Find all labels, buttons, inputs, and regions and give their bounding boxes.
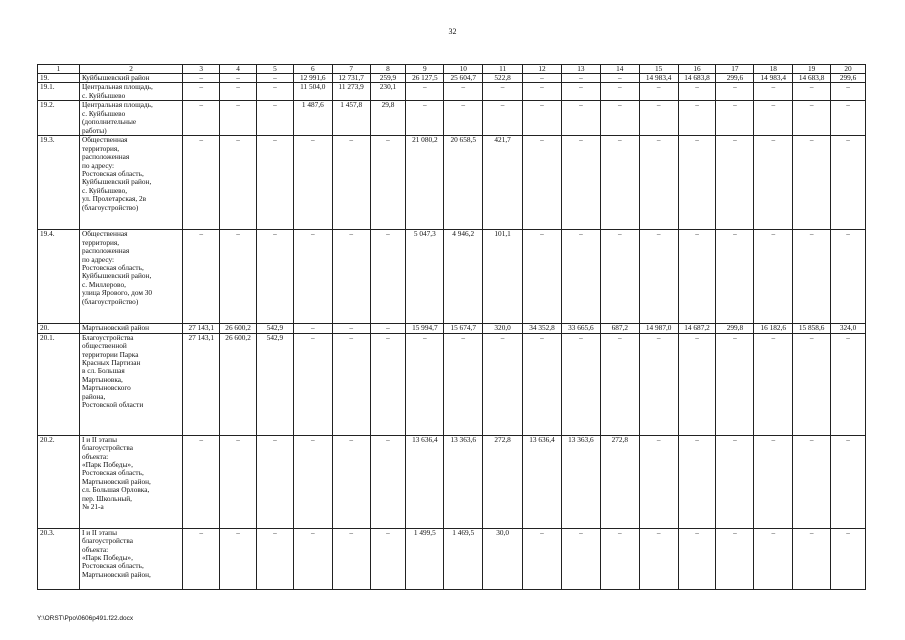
- table-cell: –: [561, 101, 600, 136]
- table-cell: –: [639, 136, 678, 230]
- table-cell: –: [293, 230, 332, 324]
- page-number: 32: [448, 27, 457, 36]
- table-cell: 1 487,6: [293, 101, 332, 136]
- row-number: 20.1.: [38, 333, 80, 435]
- table-cell: –: [754, 136, 793, 230]
- table-cell: 33 665,6: [561, 324, 600, 333]
- header-cell: 15: [639, 65, 678, 74]
- table-cell: –: [831, 435, 866, 528]
- header-cell: 13: [561, 65, 600, 74]
- row-number: 19.3.: [38, 136, 80, 230]
- footer-path: Y:\ORST\Ppo\0606p491.f22.docx: [37, 615, 134, 622]
- table-cell: –: [639, 101, 678, 136]
- table-cell: 1 469,5: [444, 528, 483, 589]
- table-cell: 272,8: [483, 435, 523, 528]
- table-cell: –: [406, 333, 444, 435]
- row-name: Общественная территория, расположенная по адресу: Ростовская область, Куйбышевский район, с. Куйбышево, ул. Пролетарская, 2в (благоустройство): [79, 136, 182, 230]
- table-cell: 12 991,6: [293, 74, 332, 83]
- table-cell: 13 636,4: [523, 435, 562, 528]
- table-cell: –: [220, 435, 257, 528]
- table-cell: –: [183, 136, 220, 230]
- row-name: Мартыновский район: [79, 324, 182, 333]
- table-cell: –: [831, 528, 866, 589]
- header-cell: 1: [38, 65, 80, 74]
- table-cell: 259,9: [370, 74, 406, 83]
- header-cell: 10: [444, 65, 483, 74]
- table-cell: 26 600,2: [220, 324, 257, 333]
- header-cell: 9: [406, 65, 444, 74]
- table-cell: –: [444, 333, 483, 435]
- table-cell: –: [370, 435, 406, 528]
- table-cell: –: [257, 435, 294, 528]
- table-cell: 14 683,8: [678, 74, 716, 83]
- table-cell: –: [639, 435, 678, 528]
- table-cell: –: [220, 83, 257, 101]
- table-cell: –: [257, 74, 294, 83]
- table-cell: 27 143,1: [183, 333, 220, 435]
- table-cell: –: [183, 528, 220, 589]
- row-number: 20.: [38, 324, 80, 333]
- row-name: Центральная площадь, с. Куйбышево (дополнительные работы): [79, 101, 182, 136]
- table-cell: 25 604,7: [444, 74, 483, 83]
- table-cell: 14 687,2: [678, 324, 716, 333]
- table-cell: –: [678, 435, 716, 528]
- table-cell: –: [600, 230, 639, 324]
- table-cell: –: [561, 528, 600, 589]
- table-cell: 324,0: [831, 324, 866, 333]
- table-cell: –: [257, 528, 294, 589]
- table-cell: –: [639, 83, 678, 101]
- table-cell: –: [793, 333, 831, 435]
- table-cell: –: [793, 230, 831, 324]
- header-cell: 16: [678, 65, 716, 74]
- table-cell: –: [370, 333, 406, 435]
- header-cell: 18: [754, 65, 793, 74]
- table-cell: –: [332, 230, 370, 324]
- table-cell: –: [483, 101, 523, 136]
- table-row: [38, 83, 866, 101]
- table-cell: –: [716, 136, 754, 230]
- table-cell: –: [293, 528, 332, 589]
- table-cell: –: [183, 101, 220, 136]
- table-cell: –: [406, 101, 444, 136]
- table-cell: –: [523, 528, 562, 589]
- table-cell: –: [183, 74, 220, 83]
- table-cell: 230,1: [370, 83, 406, 101]
- table-cell: –: [831, 333, 866, 435]
- row-number: 20.3.: [38, 528, 80, 589]
- table-cell: –: [831, 230, 866, 324]
- row-name: Центральная площадь, с. Куйбышево: [79, 83, 182, 101]
- table-cell: –: [332, 324, 370, 333]
- table-cell: 14 683,8: [793, 74, 831, 83]
- header-cell: 20: [831, 65, 866, 74]
- table-cell: –: [793, 83, 831, 101]
- table-row: [38, 528, 866, 589]
- table-row: [38, 324, 866, 333]
- table-row: [38, 230, 866, 324]
- table-cell: –: [406, 83, 444, 101]
- table-cell: –: [716, 333, 754, 435]
- header-cell: 3: [183, 65, 220, 74]
- table-cell: –: [220, 101, 257, 136]
- table-cell: 542,9: [257, 333, 294, 435]
- table-row: [38, 136, 866, 230]
- table-cell: –: [561, 230, 600, 324]
- row-number: 19.: [38, 74, 80, 83]
- table-cell: –: [257, 83, 294, 101]
- table-cell: 522,8: [483, 74, 523, 83]
- table-cell: 34 352,8: [523, 324, 562, 333]
- table-cell: 4 946,2: [444, 230, 483, 324]
- table-cell: –: [754, 435, 793, 528]
- table-cell: –: [257, 136, 294, 230]
- table-cell: –: [220, 230, 257, 324]
- table-cell: –: [332, 333, 370, 435]
- row-number: 19.4.: [38, 230, 80, 324]
- row-name: I и II этапы благоустройства объекта: «Парк Победы», Ростовская область, Мартыновский район,: [79, 528, 182, 589]
- table-cell: –: [831, 83, 866, 101]
- table-cell: 26 600,2: [220, 333, 257, 435]
- table-cell: –: [678, 333, 716, 435]
- table-cell: –: [370, 528, 406, 589]
- table-cell: 542,9: [257, 324, 294, 333]
- table-cell: –: [754, 101, 793, 136]
- table-row: [38, 435, 866, 528]
- table-cell: –: [370, 230, 406, 324]
- table-cell: 13 363,6: [444, 435, 483, 528]
- table-cell: –: [678, 528, 716, 589]
- table-cell: –: [831, 136, 866, 230]
- table-cell: –: [716, 101, 754, 136]
- header-cell: 17: [716, 65, 754, 74]
- table-cell: –: [220, 136, 257, 230]
- row-name: I и II этапы благоустройства объекта: «Парк Победы», Ростовская область, Мартыновский район, сл. Большая Орловка, пер. Школьный, № 21-а: [79, 435, 182, 528]
- table-cell: 16 182,6: [754, 324, 793, 333]
- table-cell: 27 143,1: [183, 324, 220, 333]
- row-name: Благоустройства общественной территории Парка Красных Партизан в сл. Большая Мартыновка, Мартыновского района, Ростовской области: [79, 333, 182, 435]
- header-cell: 8: [370, 65, 406, 74]
- table-cell: –: [220, 74, 257, 83]
- table-cell: –: [483, 83, 523, 101]
- table-cell: –: [716, 83, 754, 101]
- header-cell: 4: [220, 65, 257, 74]
- table-cell: –: [793, 136, 831, 230]
- table-cell: –: [523, 136, 562, 230]
- header-cell: 6: [293, 65, 332, 74]
- table-cell: –: [220, 528, 257, 589]
- table-cell: –: [523, 101, 562, 136]
- table-cell: –: [600, 333, 639, 435]
- table-cell: –: [678, 230, 716, 324]
- row-name: Куйбышевский район: [79, 74, 182, 83]
- table-cell: 299,6: [831, 74, 866, 83]
- table-cell: –: [754, 333, 793, 435]
- table-cell: 320,0: [483, 324, 523, 333]
- table-cell: –: [257, 101, 294, 136]
- table-cell: –: [754, 528, 793, 589]
- table-cell: –: [523, 74, 562, 83]
- header-cell: 7: [332, 65, 370, 74]
- table-cell: 13 636,4: [406, 435, 444, 528]
- table-cell: –: [639, 230, 678, 324]
- table-cell: –: [293, 136, 332, 230]
- table-cell: 11 273,9: [332, 83, 370, 101]
- table-cell: –: [716, 435, 754, 528]
- header-cell: 11: [483, 65, 523, 74]
- table-cell: 299,6: [716, 74, 754, 83]
- header-cell: 14: [600, 65, 639, 74]
- table-cell: 20 658,5: [444, 136, 483, 230]
- table-cell: 21 080,2: [406, 136, 444, 230]
- table-cell: –: [716, 528, 754, 589]
- table-cell: –: [370, 324, 406, 333]
- table-cell: –: [600, 83, 639, 101]
- header-cell: 5: [257, 65, 294, 74]
- table-cell: –: [678, 101, 716, 136]
- row-name: Общественная территория, расположенная по адресу: Ростовская область, Куйбышевский район, с. Миллерово, улица Ярового, дом 30 (благоустройство): [79, 230, 182, 324]
- table-cell: 13 363,6: [561, 435, 600, 528]
- row-number: 19.1.: [38, 83, 80, 101]
- table-cell: –: [561, 83, 600, 101]
- table-cell: 14 987,0: [639, 324, 678, 333]
- table-cell: –: [523, 83, 562, 101]
- table-cell: 687,2: [600, 324, 639, 333]
- table-cell: –: [639, 528, 678, 589]
- table-cell: 1 499,5: [406, 528, 444, 589]
- table-cell: 5 047,3: [406, 230, 444, 324]
- table-cell: 14 983,4: [754, 74, 793, 83]
- table-cell: –: [444, 101, 483, 136]
- table-cell: 30,0: [483, 528, 523, 589]
- table-cell: –: [183, 230, 220, 324]
- table-cell: –: [831, 101, 866, 136]
- table-cell: –: [523, 333, 562, 435]
- table-cell: 299,8: [716, 324, 754, 333]
- row-number: 19.2.: [38, 101, 80, 136]
- row-number: 20.2.: [38, 435, 80, 528]
- table-cell: –: [561, 333, 600, 435]
- table-row: [38, 74, 866, 83]
- table-row: [38, 101, 866, 136]
- header-cell: 2: [79, 65, 182, 74]
- table-cell: –: [600, 528, 639, 589]
- table-row: [38, 333, 866, 435]
- table-cell: –: [293, 435, 332, 528]
- table-cell: 15 858,6: [793, 324, 831, 333]
- table-cell: 101,1: [483, 230, 523, 324]
- table-cell: –: [523, 230, 562, 324]
- table-cell: 1 457,8: [332, 101, 370, 136]
- table-cell: 29,8: [370, 101, 406, 136]
- table-cell: –: [257, 230, 294, 324]
- table-cell: –: [293, 324, 332, 333]
- table-cell: 12 731,7: [332, 74, 370, 83]
- table-cell: –: [716, 230, 754, 324]
- table-cell: –: [332, 136, 370, 230]
- data-table: [37, 64, 866, 590]
- table-cell: 15 674,7: [444, 324, 483, 333]
- table-cell: –: [754, 230, 793, 324]
- table-cell: –: [332, 435, 370, 528]
- table-cell: 421,7: [483, 136, 523, 230]
- table-cell: –: [293, 333, 332, 435]
- table-cell: –: [793, 435, 831, 528]
- header-row: [38, 65, 866, 74]
- table-cell: 26 127,5: [406, 74, 444, 83]
- table-cell: –: [183, 435, 220, 528]
- table-cell: –: [183, 83, 220, 101]
- table-cell: –: [561, 136, 600, 230]
- table-cell: 15 994,7: [406, 324, 444, 333]
- table-cell: –: [332, 528, 370, 589]
- header-cell: 19: [793, 65, 831, 74]
- table-cell: –: [370, 136, 406, 230]
- table-cell: –: [561, 74, 600, 83]
- table-cell: –: [600, 136, 639, 230]
- table-cell: –: [600, 101, 639, 136]
- table-cell: –: [678, 136, 716, 230]
- table-cell: –: [444, 83, 483, 101]
- table-cell: 272,8: [600, 435, 639, 528]
- table-cell: –: [600, 74, 639, 83]
- table-cell: –: [483, 333, 523, 435]
- table-cell: –: [793, 101, 831, 136]
- table-cell: –: [678, 83, 716, 101]
- table-cell: –: [754, 83, 793, 101]
- table-cell: –: [793, 528, 831, 589]
- header-cell: 12: [523, 65, 562, 74]
- table-cell: –: [639, 333, 678, 435]
- table-cell: 14 983,4: [639, 74, 678, 83]
- table-cell: 11 504,0: [293, 83, 332, 101]
